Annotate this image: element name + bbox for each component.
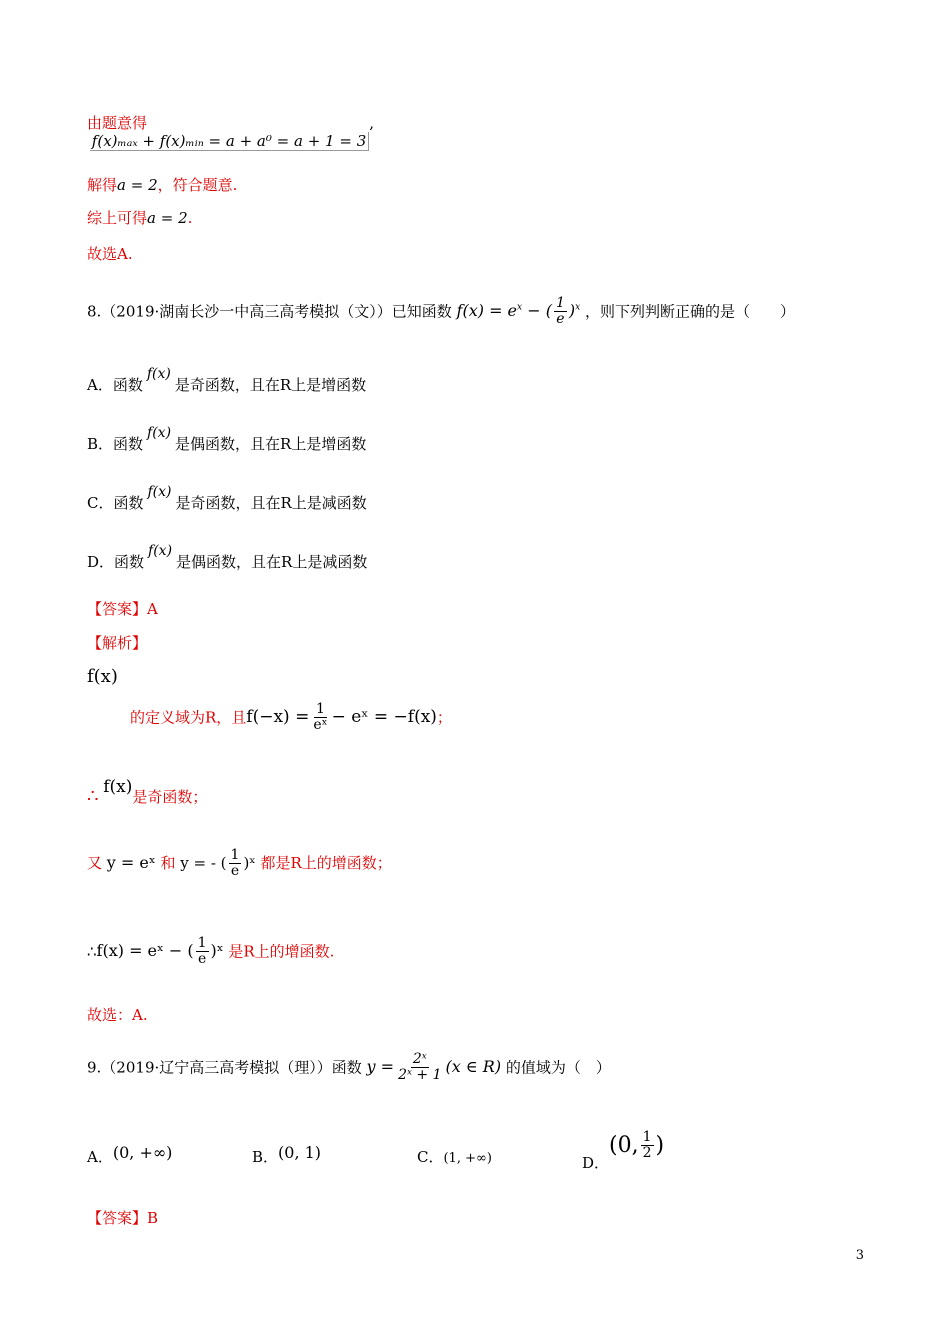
fraction [229, 848, 242, 880]
analysis-label: 【解析】 [87, 634, 148, 652]
solution-formula: f(x)ₘₐₓ + f(x)ₘᵢₙ = a + a⁰ = a + 1 = 3 [90, 132, 369, 151]
solution-text: . [187, 209, 193, 227]
fraction-numerator: 1 [230, 847, 240, 863]
analysis-formula [180, 847, 256, 880]
fraction [196, 936, 209, 968]
fraction-denominator: e [556, 311, 565, 328]
option-value: (0, 1) [278, 1143, 322, 1162]
therefore-symbol: ∴ [87, 786, 99, 807]
fraction-numerator: 1 [642, 1129, 652, 1145]
option-c [87, 484, 367, 513]
option-text: 是奇函数，且在R上是减函数 [175, 494, 367, 512]
answer-label: 【答案】 [87, 1209, 148, 1227]
formula-part: (x ∈ R) [445, 1057, 502, 1077]
formula-part: (0, [609, 1132, 639, 1158]
solution-line-2 [87, 174, 237, 195]
question-8-stem [87, 296, 795, 328]
formula-part: − eˣ = −f(x) [331, 707, 437, 728]
option-label: C．函数 [87, 494, 144, 512]
solution-text: 综上可得 [87, 209, 148, 227]
formula-part: ) [655, 1132, 665, 1158]
answer-value: A [147, 600, 158, 618]
analysis-formula: f(x) [103, 777, 133, 797]
page-number: 3 [855, 1248, 864, 1263]
solution-formula: a = 2 [147, 209, 188, 227]
solution-formula: a = 2 [117, 176, 158, 194]
analysis-line-4 [87, 848, 392, 880]
option-value: (0, +∞) [112, 1143, 173, 1162]
option-value [609, 1129, 665, 1162]
option-formula: f(x) [146, 366, 171, 382]
formula-exponent: x [517, 303, 523, 314]
fraction-numerator: 2ˣ [412, 1051, 427, 1067]
option-a [87, 366, 367, 395]
option-value: (1, +∞) [443, 1151, 492, 1166]
therefore-symbol: ∴ [87, 942, 97, 961]
formula-part: )ˣ [243, 853, 256, 872]
option-a [87, 1143, 173, 1167]
punctuation: ； [436, 708, 452, 727]
option-b [87, 425, 367, 454]
fraction-numerator: 1 [197, 935, 207, 951]
fraction [641, 1130, 654, 1162]
formula-part: ) [568, 301, 576, 321]
solution-line-4: 故选A. [87, 245, 133, 263]
question-text: 的值域为（ ） [505, 1058, 611, 1077]
answer-line [87, 598, 158, 619]
analysis-line-3 [87, 777, 208, 807]
option-text: 是偶函数，且在R上是减函数 [176, 553, 368, 571]
formula-part: f(x) = e [456, 301, 518, 321]
option-formula: f(x) [148, 543, 173, 559]
fraction [396, 1052, 443, 1084]
analysis-text: 的定义域为R，且 [130, 708, 247, 727]
analysis-formula: y = eˣ [106, 852, 156, 872]
formula-exponent: x [575, 303, 581, 314]
question-formula [366, 1051, 502, 1084]
formula-part: f(x) = eˣ − ( [96, 941, 194, 961]
option-d [87, 543, 368, 572]
analysis-formula [246, 701, 437, 734]
fraction-denominator: 2ˣ + 1 [398, 1067, 442, 1084]
option-label: D． [582, 1153, 610, 1172]
solution-line-3 [87, 207, 192, 228]
option-label: B．函数 [87, 435, 144, 453]
option-formula: f(x) [147, 425, 172, 441]
fraction [311, 702, 329, 734]
formula-part: y = - ( [180, 853, 227, 872]
solution-text: 由题意得 [87, 114, 148, 132]
analysis-text: 和 [160, 853, 176, 872]
punctuation: , [369, 114, 375, 132]
answer-value: B [147, 1209, 159, 1227]
question-formula [456, 295, 581, 328]
formula-part: )ˣ [210, 941, 224, 961]
fraction-denominator: e [197, 951, 207, 968]
choose-line: 故选：A. [87, 1006, 148, 1024]
solution-text: ，符合题意. [157, 176, 238, 194]
formula-part: − ( [522, 301, 552, 321]
formula-part: f(−x) = [246, 707, 310, 728]
analysis-text: 又 [87, 853, 103, 872]
option-b [252, 1143, 322, 1167]
fraction [554, 296, 567, 328]
answer-line [87, 1207, 158, 1228]
option-label: A． [87, 1148, 113, 1166]
question-text: 9.（2019·辽宁高三高考模拟（理））函数 [87, 1058, 362, 1077]
analysis-line-5 [87, 936, 334, 968]
fraction-denominator: eˣ [313, 717, 328, 734]
analysis-formula [96, 935, 224, 968]
option-label: C． [417, 1148, 444, 1166]
analysis-text: 都是R上的增函数； [260, 853, 392, 872]
option-formula: f(x) [147, 484, 172, 500]
option-d [582, 1129, 665, 1172]
question-9-stem [87, 1052, 611, 1084]
analysis-line-2 [130, 702, 452, 734]
fraction-denominator: 2 [642, 1145, 652, 1162]
fraction-denominator: e [230, 863, 240, 880]
option-text: 是偶函数，且在R上是增函数 [175, 435, 367, 453]
analysis-text: 是奇函数； [132, 788, 208, 806]
solution-text: 解得 [87, 176, 118, 194]
answer-label: 【答案】 [87, 600, 148, 618]
question-text: ，则下列判断正确的是（ ） [584, 302, 795, 321]
option-text: 是奇函数，且在R上是增函数 [174, 376, 367, 394]
solution-line-1 [87, 112, 436, 150]
analysis-fx: f(x) [87, 666, 118, 687]
formula-part: y = [366, 1057, 395, 1077]
option-label: D．函数 [87, 553, 145, 571]
option-label: A．函数 [87, 376, 143, 394]
fraction-numerator: 1 [555, 295, 565, 311]
fraction-numerator: 1 [315, 701, 325, 717]
analysis-text: 是R上的增函数. [228, 942, 335, 961]
option-label: B． [252, 1148, 279, 1166]
option-c [417, 1146, 492, 1167]
question-text: 8.（2019·湖南长沙一中高三高考模拟（文））已知函数 [87, 302, 452, 321]
